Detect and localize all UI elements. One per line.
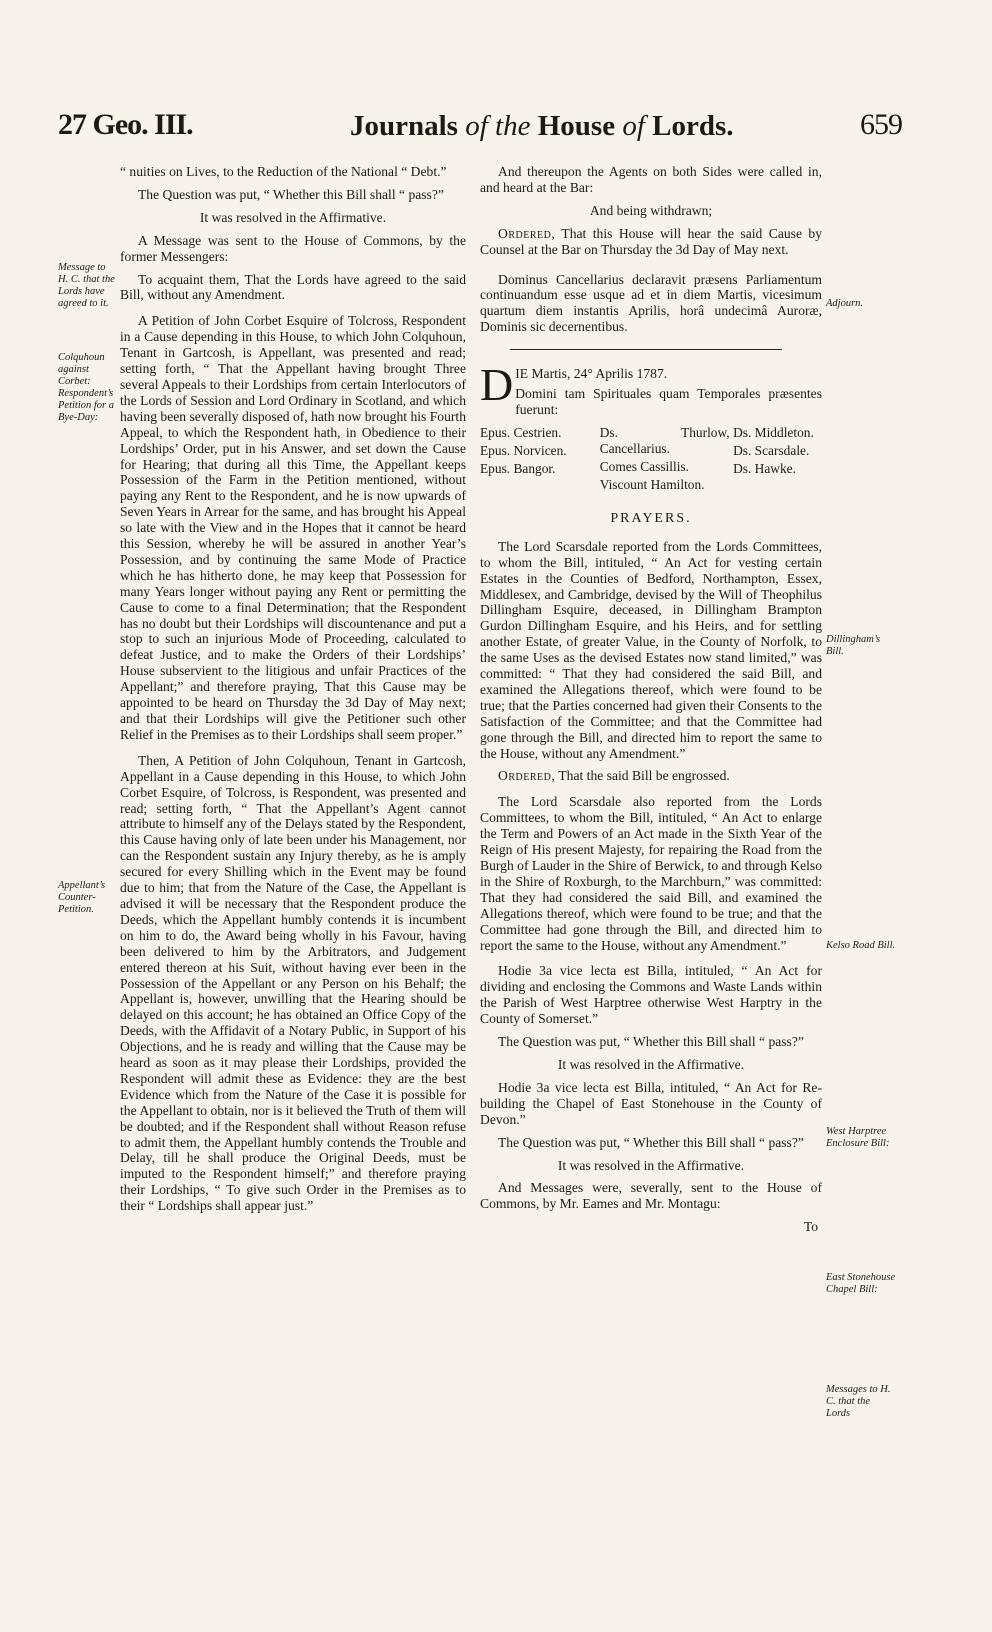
attendee: Comes Cassillis. (599, 458, 689, 474)
margin-note-east-stonehouse: East Stonehouse Chapel Bill: (826, 1272, 896, 1295)
paragraph: A Message was sent to the House of Commons, by the former Messengers: (120, 232, 466, 264)
paragraph: To acquaint them, That the Lords have agreed to the said Bill, without any Amendment. (120, 271, 466, 303)
margin-note-dillingham: Dillingham’s Bill. (826, 634, 881, 657)
attendance-list (480, 425, 822, 495)
attendance-col-3 (733, 425, 822, 495)
page-number: 659 (860, 108, 902, 141)
paragraph: “ nuities on Lives, to the Reduction of the National “ Debt.” (120, 164, 447, 179)
paragraph: The Question was put, “ Whether this Bill shall “ pass?” (138, 186, 444, 202)
attendee: Epus. Cestrien. (480, 424, 562, 440)
messages: And Messages were, severally, sent to the House of Commons, by Mr. Eames and Mr. Montagu: (480, 1180, 822, 1212)
sitting-date: D IE Martis, 24° Aprilis 1787. (480, 359, 668, 411)
report-dillingham: The Lord Scarsdale reported from the Lords Committees, to whom the Bill, intituled, “ An Act for vesting certain Estates in the Counties of Bedford, Northampton, Essex, Middlesex, and Cambridge, devised by the Will of Theophilus Dillingham Esquire, deceased, in Dillingham Brampton Gurdon Dillingham Esquire, and his Heirs, and for settling another Estate, of greater Value, in the County of Norfolk, to the same Uses as the devised Estates now stand limited,” was committed: “ That they had considered the said Bill, and examined the Allegations thereof, which were found to be true; that the Parties concerned had given their Consents to the Satisfaction of the Committee; and that the Committee had gone through the Bill, and directed him to report the same to the House, without any Amendment.” (480, 538, 822, 761)
paragraph: And being withdrawn; (589, 202, 713, 218)
resolution: It was resolved in the Affirmative. (557, 1157, 745, 1173)
resolution: It was resolved in the Affirmative. (557, 1056, 745, 1072)
margin-note-messages: Messages to H. C. that the Lords (826, 1384, 891, 1419)
catchword: To (803, 1219, 818, 1235)
paragraph: And thereupon the Agents on both Sides were called in, and heard at the Bar: (480, 164, 822, 195)
lords-present: Domini tam Spirituales quam Temporales præsentes fuerunt: (515, 386, 822, 417)
order: Ordered, That this House will hear the said Cause by Counsel at the Bar on Thursday the 3d Day of May next. (480, 225, 822, 257)
running-header (0, 108, 992, 154)
margin-note-adjourn: Adjourn. (826, 298, 864, 309)
petition-corbet: A Petition of John Corbet Esquire of Tolcross, Respondent in a Cause depending in this House, to which John Colquhoun, Tenant in Gartcosh, is Appellant, was presented and read; setting forth, “ That the Appellant having brought Three several Appeals to their Lordships from certain Interlocutors of the Lords of Session and Lord Ordinary in Scotland, and which having been severally disposed of, hath now brought his Fourth Appeal, to which the Respondent hath, in Obedience to their Lordships’ Order, put in his Answer, and set down the Cause for Hearing; that during all this Time, the Appellant keeps Possession of the Farm in the Petition mentioned, without paying any Rent to the Respondent, and he is now upwards of Seven Years in Arrear for the same, and has brought his Appeal so late with the View and in the Hopes that it cannot be heard this Session, whereby he will be assured in another Year’s Possession, and by continuing the same Mode of Practice which he has hitherto done, he may keep that Possession for many Years longer without paying any Rent or permitting the Cause to come to a final Determination; that the Respondent has no doubt but their Lordships will discountenance and put a stop to such an injurious Mode of Proceeding, calculated to defeat Justice, and to make the Orders of their Lordships’ House subservient to the litigious and unfair Practices of the Appellant;” and therefore praying, That this Cause may be appointed to be heard on Thursday the 3d Day of May next; and that their Lordships will give the Petitioner such other Relief in the Premises as to their Lordships shall seem proper.” (120, 313, 466, 742)
question: The Question was put, “ Whether this Bill shall “ pass?” (498, 1034, 804, 1050)
margin-note-colquhoun: Colquhoun against Corbet: Respondent’s Petition for a Bye-Day: (58, 352, 114, 423)
margin-note-counter-petition: Appellant’s Counter-Petition. (58, 880, 106, 915)
right-column (480, 164, 822, 1235)
third-reading-east-stonehouse: Hodie 3a vice lecta est Billa, intituled, “ An Act for Re-building the Chapel of East Stonehouse in the County of Devon.” (480, 1079, 822, 1127)
attendee: Ds. Hawke. (733, 460, 796, 476)
resolution: It was resolved in the Affirmative. (199, 209, 387, 225)
attendee: Epus. Bangor. (480, 460, 556, 476)
petition-colquhoun: Then, A Petition of John Colquhoun, Tenant in Gartcosh, Appellant in a Cause depending in this House, to which John Corbet Esquire, of Tolcross, is Respondent, was presented and read; setting forth, “ That the Appellant’s Agent cannot attribute to himself any of the Delays stated by the Respondent, this Cause having only of late been under his Management, nor can the Respondent sustain any Injury thereby, as he is amply secured for every Shilling which in the Event may be found due to him; that from the Nature of the Case, the Appellant is advised it will be necessary that the Respondent produce the Deeds, which the Appellant humbly contends it is incumbent on him to do, the Award being wholly in his Favour, having been delivered to him by the Arbitrators, and Judgement entered thereon at his Suit, without having ever been in the Possession of the Appellant or any Person on his Behalf; the Appellant is, however, unwilling that the Hearing should be delayed on this account; he has obtained an Office Copy of the Deeds, with the Affidavit of a Notary Public, in Support of his Objections, and he is ready and willing that the Cause may be heard as soon as it may please their Lordships, provided the Respondent will admit these as Evidence: they are the best Evidence which from the Nature of the Case it is possible for the Appellant to obtain, nor is it believed the Truth of them will be doubted; and if the Respondent shall without Reason refuse to admit them, the Appellant humbly contends the Trouble and Delay, till he shall produce the Original Deeds, must be imputed to the Respondent himself;” and therefore praying their Lordships, “ To give such Order in the Premises as to their “ Lordships shall appear just.” (120, 752, 466, 1214)
question: The Question was put, “ Whether this Bill shall “ pass?” (498, 1134, 804, 1150)
regnal-year: 27 Geo. III. (58, 108, 193, 141)
margin-note-west-harptree: West Harptree Enclosure Bill: (826, 1126, 890, 1149)
order: Ordered, That the said Bill be engrossed. (498, 768, 730, 784)
attendee: Ds. Thurlow, Cancellarius. (599, 424, 730, 456)
attendance-col-2 (600, 425, 730, 495)
margin-note-kelso: Kelso Road Bill. (826, 940, 896, 951)
prayers-heading: PRAYERS. (610, 510, 692, 526)
section-divider (510, 349, 782, 350)
attendance-col-1 (480, 425, 596, 495)
attendee: Ds. Middleton. (733, 424, 814, 440)
report-kelso: The Lord Scarsdale also reported from the Lords Committees, to whom the Bill, intituled, “ An Act to enlarge the Term and Powers of an Act made in the Sixth Year of the Reign of His present Majesty, for repairing the Road from the Burgh of Lauder in the Shire of Berwick, to and through Kelso in the Shire of Roxburgh, to the Marchburn,” was committed: That they had considered the said Bill, and examined the Allegations thereof, which were found to be true; and that the Committee had gone through the Bill, and directed him to report the same to the House, without any Amendment.” (480, 794, 822, 953)
margin-note-message: Message to H. C. that the Lords have agreed to it. (58, 262, 115, 309)
attendee: Epus. Norvicen. (480, 442, 567, 458)
attendee: Ds. Scarsdale. (733, 442, 810, 458)
journal-title: Journals of the House of Lords. (350, 110, 734, 142)
date-dropcap: D (480, 359, 514, 411)
adjournment: Dominus Cancellarius declaravit præsens Parliamentum continuandum esse usque ad et in diem Martis, vicesimum quartum diem instantis Aprilis, horâ undecimâ Auroræ, Dominis sic decernentibus. (480, 271, 822, 335)
third-reading-west-harptree: Hodie 3a vice lecta est Billa, intituled, “ An Act for dividing and enclosing the Commons and Waste Lands within the Parish of West Harptree otherwise West Harptry in the County of Somerset.” (480, 963, 822, 1027)
attendee: Viscount Hamilton. (599, 476, 705, 492)
left-column (120, 164, 466, 1221)
